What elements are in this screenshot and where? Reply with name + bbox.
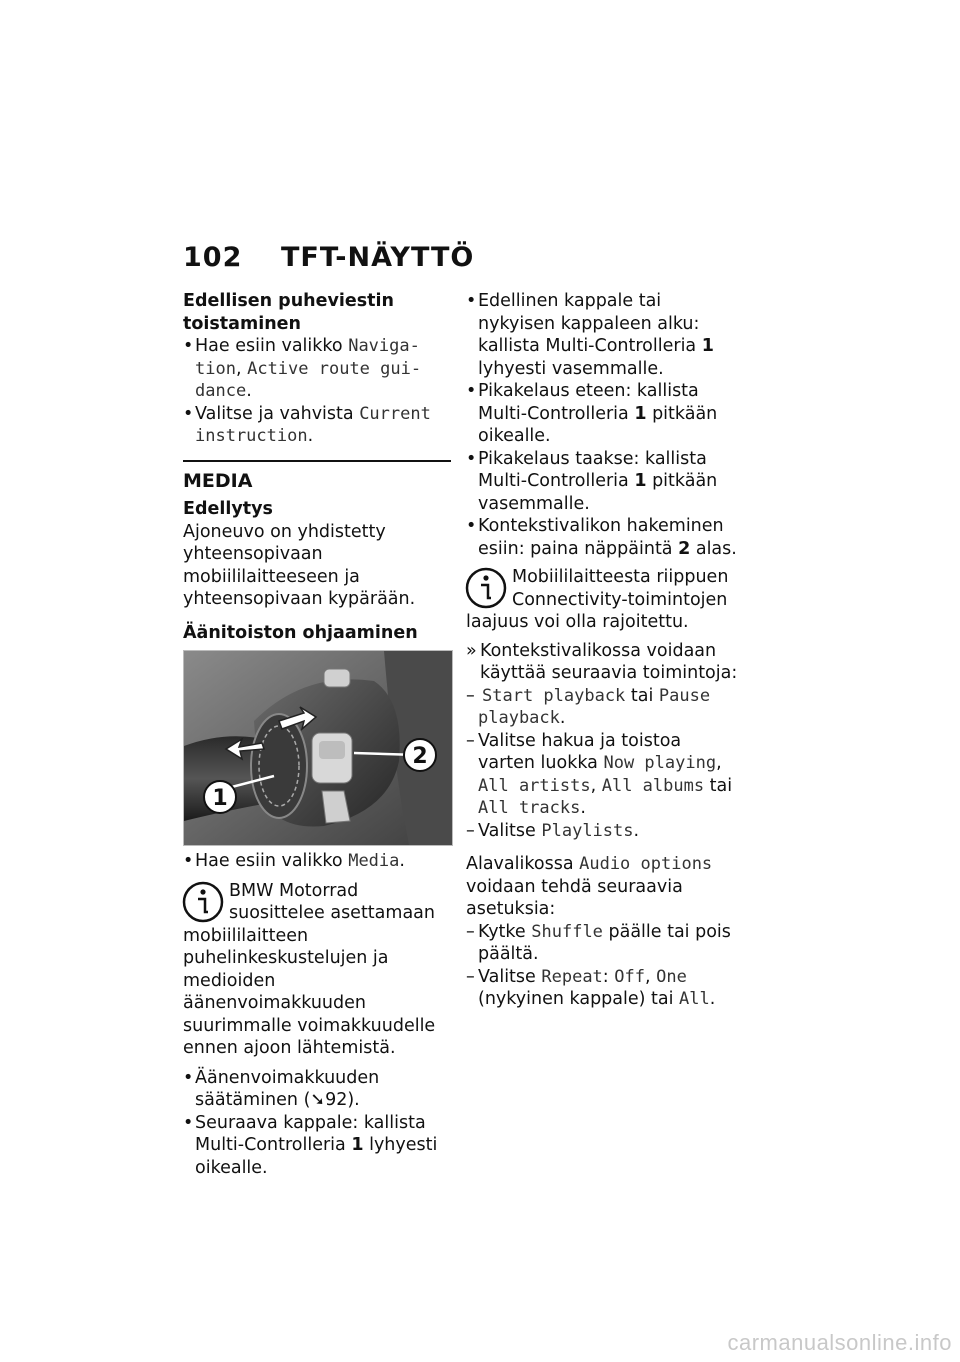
ref-number: 1 [634,471,647,491]
info-icon [464,566,508,610]
right-column [466,290,741,1011]
menu-path: Naviga-tion [195,336,420,379]
list-item: – Valitse Playlists. [466,820,741,843]
list-item: • Valitse ja vahvista Current instruction. [183,403,451,448]
menu-path: Playlists [541,820,634,841]
page-ref-arrow-icon: ➘ [310,1090,326,1110]
menu-path: All artists [478,775,591,796]
menu-path: Shuffle [531,921,603,942]
ref-number: 1 [351,1135,364,1155]
ref-number: 2 [678,538,691,559]
menu-path: All [679,989,710,1009]
list-item: • Äänenvoimakkuuden säätäminen (➘92). [183,1067,451,1112]
submenu-intro: Alavalikossa Audio options voidaan tehdä seuraavia asetuksia: [466,854,713,919]
menu-path: Pause playback [478,685,711,728]
page-header [183,242,474,273]
menu-path: Media [348,851,400,871]
menu-path: Current instruction [195,403,431,446]
left-column [183,290,451,1179]
page-number: 102 [183,242,243,273]
figure-label-2: 2 [412,744,428,769]
menu-path: All albums [601,775,705,796]
handlebar-illustration [184,651,452,845]
menu-path: Repeat [541,966,603,987]
section-divider [183,460,451,462]
list-item: • Edellinen kappale tai nykyisen kappaleen alku: kallista Multi-Controlleria 1 lyhyesti vasemmalle. [466,290,741,380]
note-text: Mobiililaitteesta riippuen Connectivity-toimintojen laajuus voi olla rajoitettu. [466,567,729,632]
list-item: – Valitse hakua ja toistoa varten luokka Now playing, All artists, All albums tai All tracks. [466,730,741,820]
menu-path: Start playback [482,685,626,706]
watermark: carmanualsonline.info [727,1330,952,1355]
menu-path: Active route gui-dance [195,358,422,401]
menu-path: One [656,966,687,987]
figure-label-1: 1 [212,786,228,811]
list-item: • Kontekstivalikon hakeminen esiin: paina näppäintä 2 alas. [466,515,741,560]
ref-number: 1 [701,336,714,356]
list-item: – Start playback tai Pause playback. [466,685,741,730]
requirement-heading: Edellytys [183,499,273,519]
context-intro: » Kontekstivalikossa voidaan käyttää seuraavia toimintoja: [466,640,741,685]
menu-path: All tracks [478,798,581,818]
list-item: • Hae esiin valikko Naviga-tion, Active route gui-dance. [183,335,451,403]
info-note [466,566,741,634]
resume-list [183,335,451,448]
menu-path: Audio options [579,854,713,874]
control-heading: Äänitoiston ohjaaminen [183,622,418,643]
requirement-text: Ajoneuvo on yhdistetty yhteensopivaan mobiililaitteeseen ja yhteensopivaan kypärään. [183,521,416,609]
list-item: • Pikakelaus eteen: kallista Multi-Controlleria 1 pitkään oikealle. [466,380,741,448]
info-icon [181,880,225,924]
list-item: • Pikakelaus taakse: kallista Multi-Controlleria 1 pitkään vasemmalle. [466,448,741,516]
list-item: – Kytke Shuffle päälle tai pois päältä. [466,921,741,966]
info-note [183,880,451,1060]
menu-path: Now playing [603,753,717,773]
list-item: • Seuraava kappale: kallista Multi-Controlleria 1 lyhyesti oikealle. [183,1112,451,1180]
note-text: BMW Motorrad suosittelee asettamaan mobiililaitteen puhelinkeskustelujen ja medioiden äänenvoimakkuuden suurimmalle voimakkuudelle ennen ajoon lähtemistä. [183,880,436,1058]
list-item: • Hae esiin valikko Media. [183,850,451,873]
handlebar-control-figure [183,650,453,846]
section-title: MEDIA [183,469,253,492]
resume-heading: Edellisen puheviestin toistaminen [183,291,395,334]
menu-path: Off [614,966,645,987]
list-item: – Valitse Repeat: Off, One (nykyinen kappale) tai All. [466,966,741,1011]
ref-number: 1 [634,403,647,424]
page-reference: 92 [325,1090,348,1110]
chapter-title: TFT-NÄYTTÖ [281,242,475,273]
